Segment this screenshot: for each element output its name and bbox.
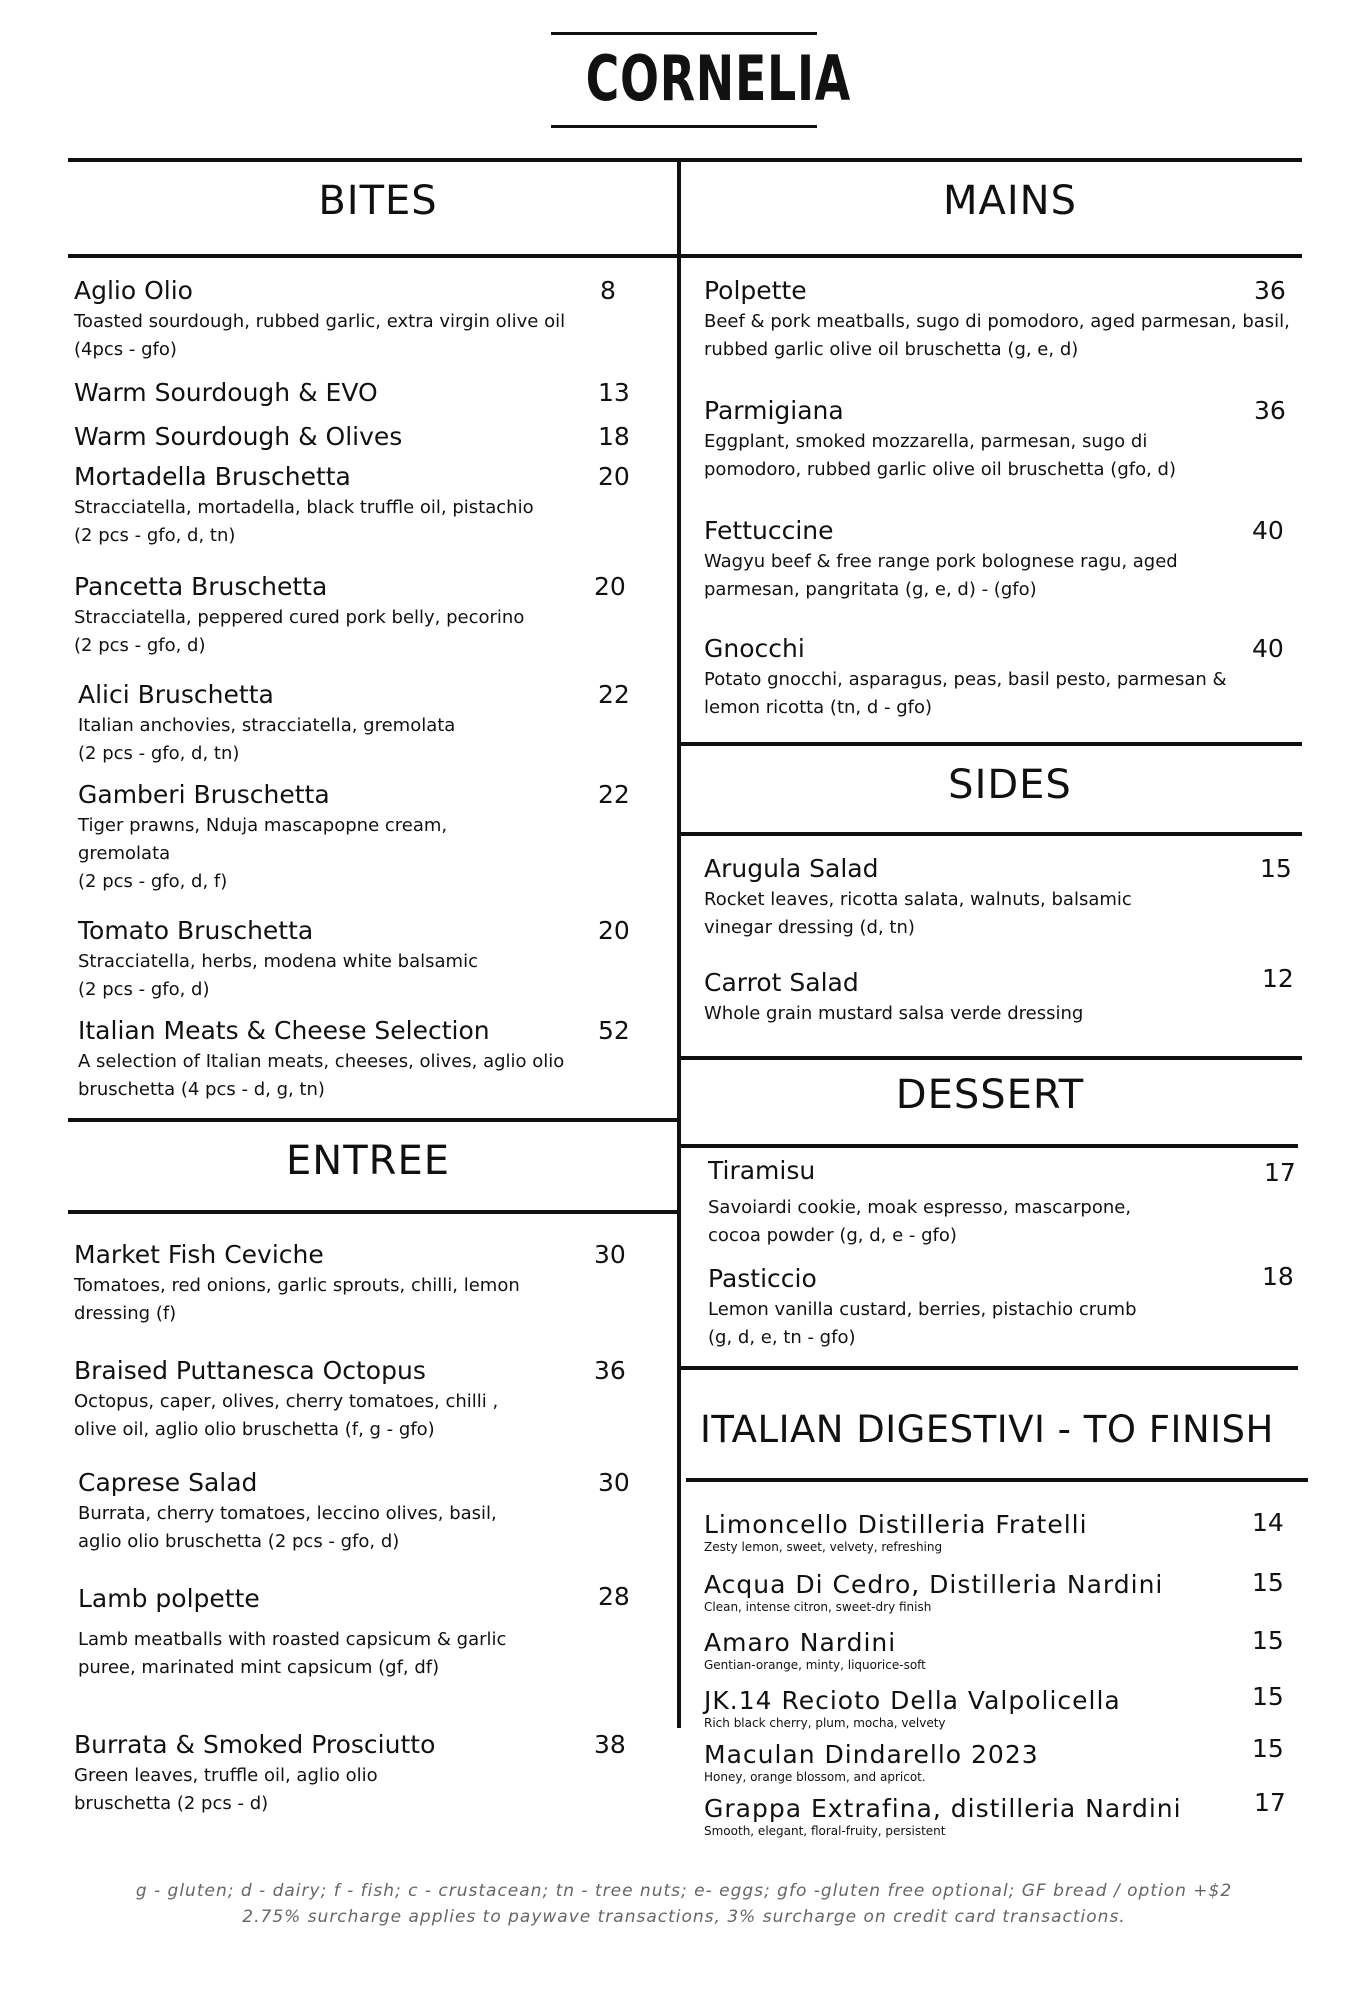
item-description: Eggplant, smoked mozzarella, parmesan, sugo di pomodoro, rubbed garlic olive oil bruschetta (gfo, d) [704, 431, 1176, 480]
item-price: 17 [1264, 1158, 1296, 1187]
item-price: 30 [594, 1240, 626, 1269]
item-description: Stracciatella, peppered cured pork belly, pecorino (2 pcs - gfo, d) [74, 607, 525, 656]
menu-item [78, 914, 648, 1004]
item-price: 38 [594, 1730, 626, 1759]
item-name: Braised Puttanesca Octopus [74, 1356, 426, 1385]
logo [551, 32, 852, 128]
menu-item [708, 1262, 1308, 1352]
item-price: 15 [1252, 1626, 1284, 1655]
item-price: 18 [598, 422, 630, 451]
item-note: Zesty lemon, sweet, velvety, refreshing [704, 1540, 943, 1554]
digestivo-item [704, 1570, 1224, 1614]
item-name: Alici Bruschetta [78, 680, 274, 709]
item-description: Burrata, cherry tomatoes, leccino olives, basil, aglio olio bruschetta (2 pcs - gfo, d) [78, 1503, 497, 1552]
menu-item [704, 514, 1304, 604]
menu-item [704, 274, 1304, 364]
divider [680, 742, 1302, 746]
menu-item [74, 1238, 644, 1328]
item-price: 30 [598, 1468, 630, 1497]
item-price: 15 [1252, 1734, 1284, 1763]
item-description: Octopus, caper, olives, cherry tomatoes, chilli , olive oil, aglio olio bruschetta (f, g - gfo) [74, 1391, 499, 1440]
item-description: Stracciatella, mortadella, black truffle oil, pistachio (2 pcs - gfo, d, tn) [74, 497, 534, 546]
mains-title: MAINS [943, 178, 1077, 224]
item-price: 28 [598, 1582, 630, 1611]
menu-item [704, 852, 1304, 942]
item-price: 40 [1252, 516, 1284, 545]
item-description: Wagyu beef & free range pork bolognese ragu, aged parmesan, pangritata (g, e, d) - (gfo) [704, 551, 1178, 600]
item-price: 18 [1262, 1262, 1294, 1291]
item-note: Rich black cherry, plum, mocha, velvety [704, 1716, 946, 1730]
item-description: Rocket leaves, ricotta salata, walnuts, balsamic vinegar dressing (d, tn) [704, 889, 1132, 938]
sides-title: SIDES [948, 762, 1072, 808]
item-name: Tiramisu [708, 1156, 816, 1185]
item-name: Pancetta Bruschetta [74, 572, 328, 601]
item-price: 20 [598, 462, 630, 491]
item-price: 20 [598, 916, 630, 945]
item-name: Limoncello Distilleria Fratelli [704, 1510, 1088, 1539]
divider [686, 1478, 1308, 1482]
item-price: 22 [598, 780, 630, 809]
item-price: 13 [598, 378, 630, 407]
item-name: Parmigiana [704, 396, 844, 425]
menu-item [708, 1154, 1308, 1250]
item-description: Lamb meatballs with roasted capsicum & garlic puree, marinated mint capsicum (gf, df) [78, 1629, 507, 1678]
item-name: Maculan Dindarello 2023 [704, 1740, 1039, 1769]
item-price: 15 [1260, 854, 1292, 883]
digestivi-title: ITALIAN DIGESTIVI - TO FINISH [700, 1408, 1274, 1451]
column-divider [677, 158, 681, 1728]
item-name: Gamberi Bruschetta [78, 780, 330, 809]
item-price: 36 [594, 1356, 626, 1385]
divider [680, 1144, 1298, 1148]
item-price: 15 [1252, 1682, 1284, 1711]
item-name: Mortadella Bruschetta [74, 462, 351, 491]
digestivo-item [704, 1686, 1224, 1730]
item-note: Smooth, elegant, floral-fruity, persistent [704, 1824, 946, 1838]
item-description: Savoiardi cookie, moak espresso, mascarpone, cocoa powder (g, d, e - gfo) [708, 1197, 1132, 1246]
item-price: 40 [1252, 634, 1284, 663]
digestivo-item [704, 1740, 1224, 1784]
menu-item [74, 1354, 644, 1444]
item-price: 8 [600, 276, 616, 305]
menu-item [74, 376, 634, 410]
item-price: 22 [598, 680, 630, 709]
item-description: Beef & pork meatballs, sugo di pomodoro, aged parmesan, basil, rubbed garlic olive oil bruschetta (g, e, d) [704, 311, 1290, 360]
item-name: Fettuccine [704, 516, 834, 545]
menu-item [704, 966, 1304, 1028]
item-name: Warm Sourdough & EVO [74, 378, 378, 407]
allergen-legend: g - gluten; d - dairy; f - fish; c - crustacean; tn - tree nuts; e- eggs; gfo -gluten free optional; GF bread / option +$2 [135, 1881, 1233, 1901]
divider [680, 254, 1302, 258]
digestivo-item [704, 1510, 1224, 1554]
item-name: Caprese Salad [78, 1468, 258, 1497]
item-name: Arugula Salad [704, 854, 879, 883]
item-name: Warm Sourdough & Olives [74, 422, 403, 451]
item-description: Whole grain mustard salsa verde dressing [704, 1003, 1084, 1024]
item-note: Gentian-orange, minty, liquorice-soft [704, 1658, 926, 1672]
item-note: Clean, intense citron, sweet-dry finish [704, 1600, 932, 1614]
menu-item [74, 420, 634, 454]
item-price: 14 [1252, 1508, 1284, 1537]
item-description: Lemon vanilla custard, berries, pistachio crumb (g, d, e, tn - gfo) [708, 1299, 1137, 1348]
menu-item [74, 570, 644, 660]
divider [68, 254, 678, 258]
item-name: Aglio Olio [74, 276, 193, 305]
item-name: Gnocchi [704, 634, 805, 663]
menu-item [78, 1582, 648, 1682]
menu-item [78, 1466, 648, 1556]
divider [680, 832, 1302, 836]
item-description: A selection of Italian meats, cheeses, olives, aglio olio bruschetta (4 pcs - d, g, tn) [78, 1051, 565, 1100]
item-description: Potato gnocchi, asparagus, peas, basil pesto, parmesan & lemon ricotta (tn, d - gfo) [704, 669, 1227, 718]
divider [68, 158, 1302, 162]
menu-item [74, 460, 644, 550]
divider [68, 1210, 678, 1214]
item-name: Lamb polpette [78, 1584, 260, 1613]
digestivo-item [704, 1628, 1224, 1672]
divider [68, 1118, 678, 1122]
item-name: Polpette [704, 276, 807, 305]
item-price: 52 [598, 1016, 630, 1045]
dessert-title: DESSERT [895, 1072, 1085, 1118]
menu-item [78, 778, 648, 896]
item-price: 20 [594, 572, 626, 601]
item-description: Toasted sourdough, rubbed garlic, extra virgin olive oil (4pcs - gfo) [74, 311, 566, 360]
item-price: 36 [1254, 396, 1286, 425]
item-name: Amaro Nardini [704, 1628, 897, 1657]
item-description: Tomatoes, red onions, garlic sprouts, chilli, lemon dressing (f) [74, 1275, 520, 1324]
item-name: Market Fish Ceviche [74, 1240, 324, 1269]
item-name: Tomato Bruschetta [78, 916, 314, 945]
item-name: Grappa Extrafina, distilleria Nardini [704, 1794, 1182, 1823]
menu-item [74, 1728, 644, 1818]
item-note: Honey, orange blossom, and apricot. [704, 1770, 926, 1784]
entree-title: ENTREE [286, 1138, 450, 1184]
item-price: 36 [1254, 276, 1286, 305]
menu-item [78, 1014, 658, 1104]
item-name: Pasticcio [708, 1264, 817, 1293]
item-description: Tiger prawns, Nduja mascapopne cream, gremolata (2 pcs - gfo, d, f) [78, 815, 448, 892]
digestivo-item [704, 1794, 1224, 1838]
item-description: Italian anchovies, stracciatella, gremolata (2 pcs - gfo, d, tn) [78, 715, 456, 764]
menu-item [78, 678, 648, 768]
item-description: Green leaves, truffle oil, aglio olio bruschetta (2 pcs - d) [74, 1765, 378, 1814]
item-description: Stracciatella, herbs, modena white balsamic (2 pcs - gfo, d) [78, 951, 478, 1000]
item-name: JK.14 Recioto Della Valpolicella [704, 1686, 1121, 1715]
menu-item [704, 394, 1304, 484]
item-price: 15 [1252, 1568, 1284, 1597]
menu-item [74, 274, 634, 364]
divider [680, 1366, 1298, 1370]
item-name: Italian Meats & Cheese Selection [78, 1016, 490, 1045]
menu-item [704, 632, 1304, 722]
item-price: 17 [1254, 1788, 1286, 1817]
item-name: Acqua Di Cedro, Distilleria Nardini [704, 1570, 1164, 1599]
bites-title: BITES [318, 178, 438, 224]
item-price: 12 [1262, 964, 1294, 993]
item-name: Carrot Salad [704, 968, 859, 997]
surcharge-note: 2.75% surcharge applies to paywave transactions, 3% surcharge on credit card transactions. [242, 1907, 1126, 1927]
divider [680, 1056, 1302, 1060]
item-name: Burrata & Smoked Prosciutto [74, 1730, 436, 1759]
brand-name: CORNELIA [585, 42, 852, 115]
